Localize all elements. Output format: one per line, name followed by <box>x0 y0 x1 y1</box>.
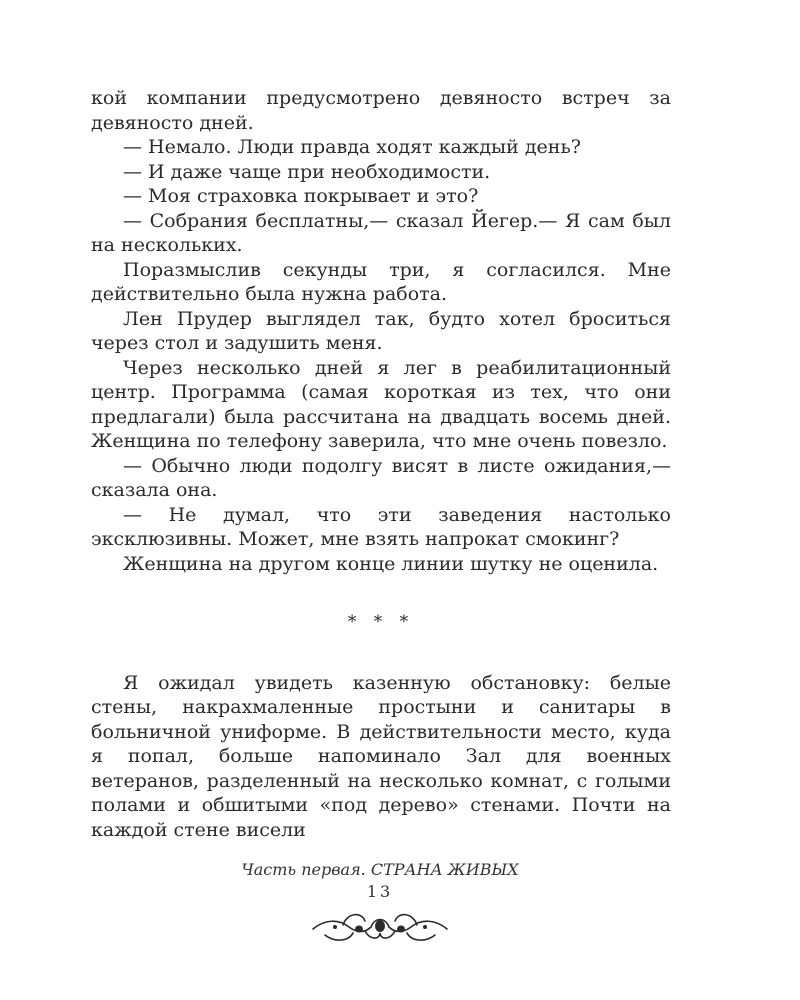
running-footer-title: Часть первая. СТРАНА ЖИВЫХ <box>241 860 519 879</box>
paragraph: — Моя страховка покрывает и это? <box>123 185 479 207</box>
paragraph: Через несколько дней я лег в реабилитационный центр. Программа (самая короткая из тех, что они предлагали) была рассчитана на двадцать восемь дней. Женщина по телефону заверила, что мне очень повезло. <box>91 356 671 452</box>
paragraph: кой компании предусмотрено девяносто встреч за девяносто дней. <box>91 87 671 134</box>
paragraph: Женщина на другом конце линии шутку не оценила. <box>123 552 659 575</box>
paragraph: Я ожидал увидеть казенную обстановку: белые стены, накрахмаленные простыни и санитары в больничной униформе. В действительности место, куда я попал, больше напоминало Зал для военных ветеранов, разделенный на несколько комнат, с голыми полами и обшитыми «под дерево» стенами. Почти на каждой стене висели <box>91 671 671 841</box>
paragraph: Поразмыслив секунды три, я согласился. Мне действительно была нужна работа. <box>91 258 671 305</box>
paragraph: Лен Прудер выглядел так, будто хотел броситься через стол и задушить меня. <box>91 307 671 354</box>
paragraph: — Не думал, что эти заведения настолько эксклюзивны. Может, мне взять напрокат смокинг? <box>91 503 671 550</box>
decorative-flourish-icon <box>305 905 455 947</box>
paragraph: — Собрания бесплатны,— сказал Йегер.— Я сам был на нескольких. <box>91 209 671 256</box>
paragraph: — Немало. Люди правда ходят каждый день? <box>123 136 581 158</box>
page-number: 13 <box>366 882 394 901</box>
paragraph: — Обычно люди подолгу висят в листе ожидания,— сказала она. <box>91 454 671 501</box>
paragraph: — И даже чаще при необходимости. <box>123 160 491 183</box>
section-separator: * * * <box>347 612 415 632</box>
body-text <box>91 86 671 842</box>
